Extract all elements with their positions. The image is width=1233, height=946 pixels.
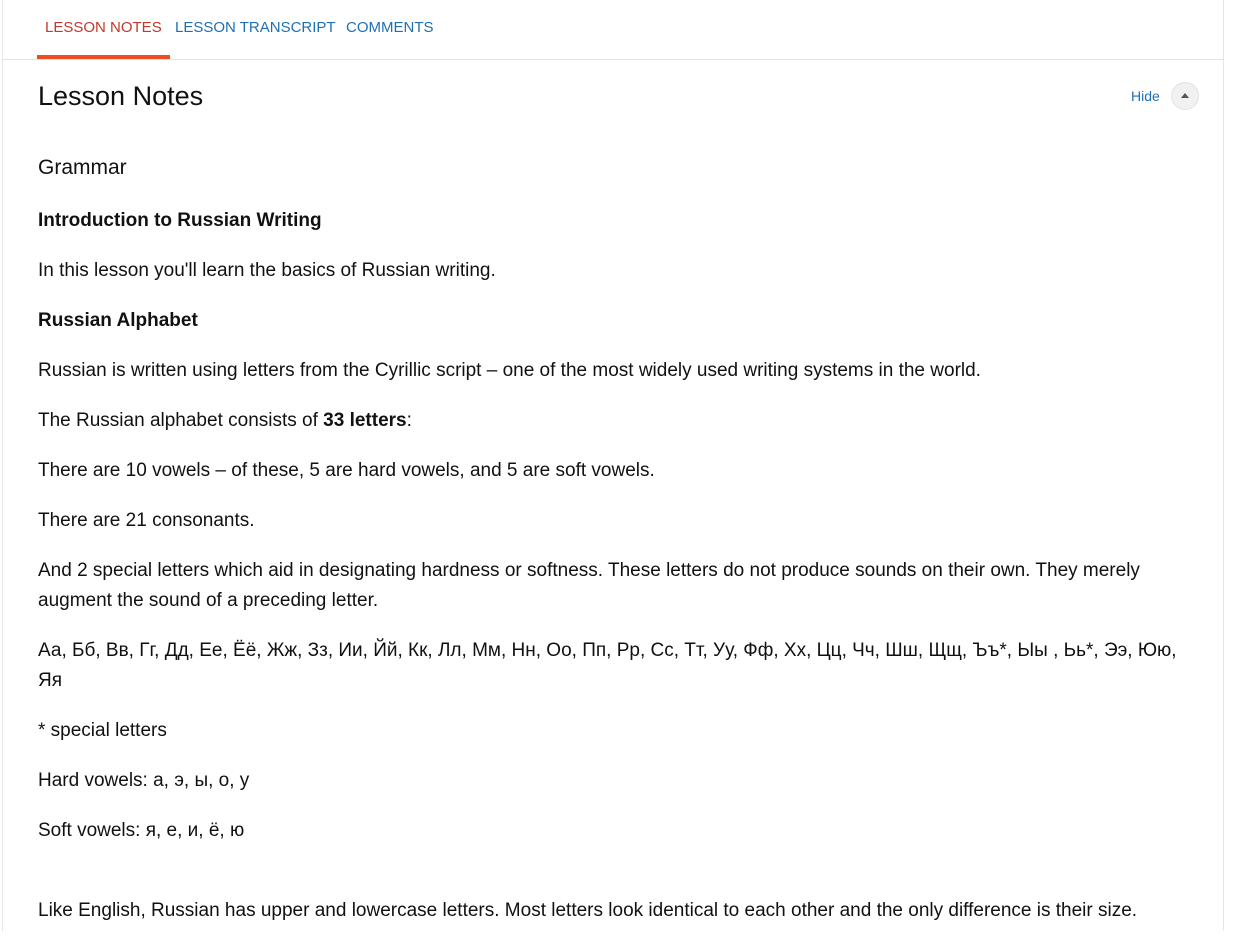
- tab-label: LESSON NOTES: [45, 19, 162, 36]
- tab-lesson-notes[interactable]: [45, 0, 162, 59]
- tab-label: COMMENTS: [346, 19, 434, 36]
- page-title: Lesson Notes: [38, 81, 204, 111]
- chevron-up-icon: [1181, 93, 1189, 98]
- intro-text: In this lesson you'll learn the basics of Russian writing.: [38, 260, 496, 281]
- consonants-text: There are 21 consonants.: [38, 510, 255, 531]
- letters-count-bold: 33 letters: [323, 410, 407, 431]
- lesson-panel: [2, 0, 1224, 931]
- letters-count: [38, 406, 1203, 436]
- tab-label: LESSON TRANSCRIPT: [175, 19, 336, 36]
- case-text: Like English, Russian has upper and lowercase letters. Most letters look identical to each other and the only difference is their size.: [38, 900, 1138, 921]
- special-letters-note: * special letters: [38, 720, 167, 741]
- lesson-notes-content: [38, 150, 1203, 946]
- intro-heading: Introduction to Russian Writing: [38, 210, 322, 231]
- tab-bar: [3, 0, 1223, 60]
- letters-count-suffix: :: [406, 410, 412, 431]
- special-letters-text: And 2 special letters which aid in designating hardness or softness. These letters do not produce sounds on their own. They merely augment the sound of a preceding letter.: [38, 560, 1140, 611]
- hard-vowels: Hard vowels: а, э, ы, о, у: [38, 770, 250, 791]
- alphabet-intro: Russian is written using letters from the Cyrillic script – one of the most widely used writing systems in the world.: [38, 360, 981, 381]
- hide-link[interactable]: Hide: [1131, 88, 1160, 104]
- tab-lesson-transcript[interactable]: [175, 0, 336, 59]
- alphabet-heading: Russian Alphabet: [38, 310, 198, 331]
- letters-count-prefix: The Russian alphabet consists of: [38, 410, 324, 431]
- alphabet-list: Аа, Бб, Вв, Гг, Дд, Ее, Ёё, Жж, Зз, Ии, Йй, Кк, Лл, Мм, Нн, Оо, Пп, Рр, Сс, Тт, Уу, Фф, Хх, Цц, Чч, Шш, Щщ, Ъъ*, Ыы , Ьь*, Ээ, Юю, Яя: [38, 640, 1177, 691]
- tab-comments[interactable]: [346, 0, 434, 59]
- grammar-heading: Grammar: [38, 156, 127, 179]
- active-tab-underline: [37, 55, 170, 59]
- spacer: [38, 866, 1203, 896]
- soft-vowels: Soft vowels: я, е, и, ё, ю: [38, 820, 245, 841]
- collapse-button[interactable]: [1171, 82, 1199, 110]
- vowels-text: There are 10 vowels – of these, 5 are hard vowels, and 5 are soft vowels.: [38, 460, 655, 481]
